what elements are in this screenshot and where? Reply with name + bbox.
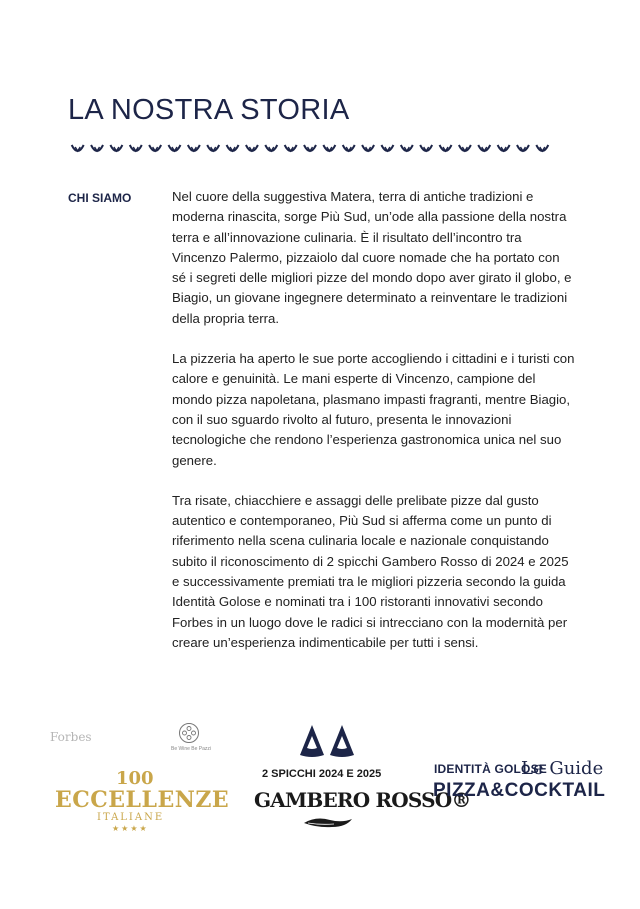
story-paragraph: La pizzeria ha aperto le sue porte accogliendo i cittadini e i turisti con calore e genuinità. Le mani esperte di Vincenzo, campione del mondo pizza napoletana, plasmano impasti fragranti, mentre Biagio, con il suo sguardo rivolto al futuro, presenta le innovazioni tecnologiche che rendono l’esperienza gastronomica unica nel suo genere. — [172, 351, 575, 468]
le-guide-text: Le Guide — [521, 758, 604, 779]
story-text — [172, 187, 576, 673]
story-paragraph: Nel cuore della suggestiva Matera, terra di antiche tradizioni e moderna rinascita, sorge Più Sud, un’ode alla passione della nostra terra e all’innovazione culinaria. È il risultato dell’incontro tra Vincenzo Palermo, pizzaiolo dal cuore nomade che ha portato con sé i segreti delle migliori pizze del mondo dopo aver girato il globo, e Biagio, un giovane ingegnere determinato a reinventare le tradizioni della propria terra. — [172, 189, 572, 326]
shrimp-icon — [300, 815, 356, 831]
wine-logo-icon — [178, 722, 200, 744]
story-paragraph: Tra risate, chiacchiere e assaggi delle prelibate pizze dal gusto autentico e contemporaneo, Più Sud si afferma come un punto di riferimento nella scena culinaria locale e nazionale conquistando subito il riconoscimento di 2 spicchi Gambero Rosso di 2024 e 2025 e successivamente premiati tra le migliori pizzeria secondo la guida Identità Golose e nominati tra i 100 ristoranti innovativi secondo Forbes in un luogo dove le radici si intrecciano con la modernità per creare un’esperienza indimenticabile per tutti i sensi. — [172, 492, 569, 650]
eccellenze-stars: ★★★★ — [112, 824, 149, 833]
identita-golose-logo: IDENTITÀ GOLOSE — [434, 762, 548, 776]
gambero-rosso-logo: GAMBERO ROSSO® — [254, 788, 471, 812]
wine-logo-text: Be Wine Be Pazzi — [170, 746, 212, 752]
forbes-logo: Forbes — [50, 730, 92, 744]
section-label: CHI SIAMO — [68, 191, 132, 205]
eccellenze-number: 100 — [116, 768, 154, 789]
gambero-caption: 2 SPICCHI 2024 E 2025 — [262, 768, 382, 780]
eccellenze-subtitle: ITALIANE — [97, 812, 165, 823]
ornament-divider — [68, 142, 552, 156]
pizza-cocktail-text: PIZZA&COCKTAIL — [433, 780, 606, 801]
pizza-slice-icon — [298, 722, 356, 758]
eccellenze-title: ECCELLENZE — [55, 787, 230, 813]
page-title: LA NOSTRA STORIA — [68, 94, 350, 126]
